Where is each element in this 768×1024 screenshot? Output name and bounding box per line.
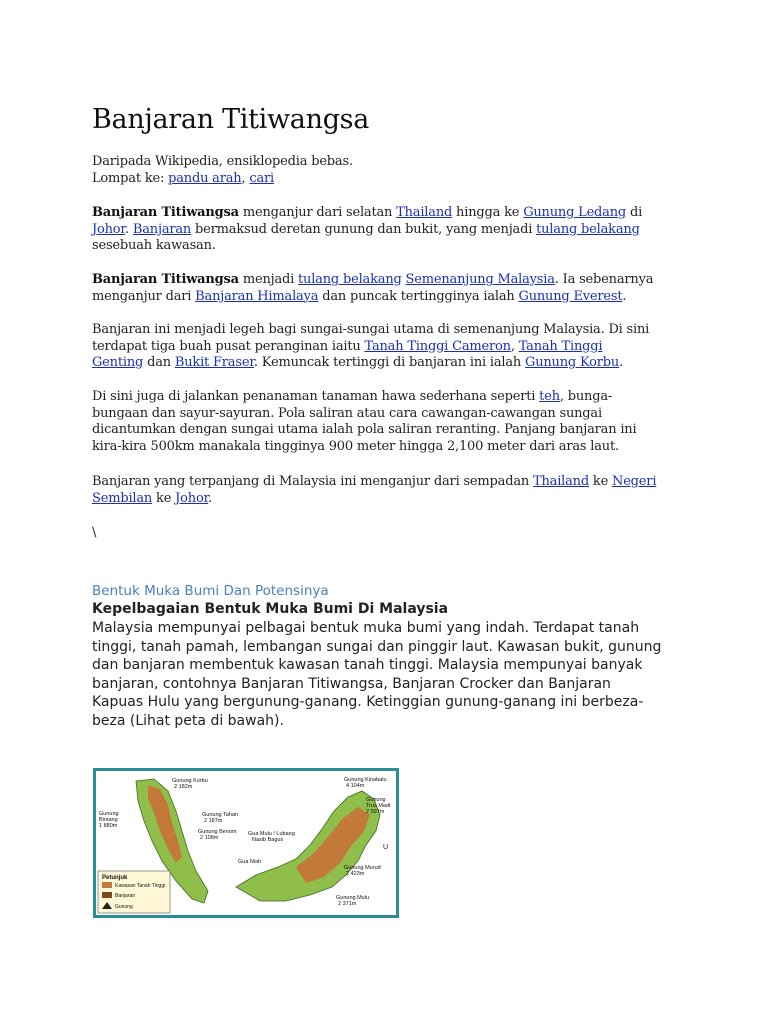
link-tulang-belakang[interactable]: tulang belakang: [536, 221, 640, 237]
text: Banjaran yang terpanjang di Malaysia ini menganjur dari sempadan: [92, 474, 533, 489]
link-johor[interactable]: Johor: [92, 221, 126, 237]
text: , bunga-bungaan dan sayur-sayuran. Pola saliran atau cara cawangan-cawangan sungai dicantumkan dengan sungai utama ialah pola saliran reranting. Panjang banjaran ini kira-kira 500km manakala tingginya 900 meter hingga 2,100 meter dari aras laut.: [92, 389, 637, 454]
text: . Kemuncak tertinggi di banjaran ini ialah: [253, 355, 526, 370]
label-kinabalu: Gunung Kinabalu: [344, 777, 387, 783]
map-legend: [98, 871, 170, 913]
legend-item-1: Kawasan Tanah Tinggi: [115, 883, 166, 889]
text: di: [626, 205, 643, 220]
legend-title: Petunjuk: [102, 875, 128, 881]
paragraph-4: [92, 389, 657, 455]
link-thailand[interactable]: Thailand: [396, 205, 453, 220]
paragraph-1: [92, 205, 657, 255]
north-arrow-label: U: [383, 844, 389, 851]
label-korbu: Gunung Korbu: [172, 778, 208, 784]
label-murud: Gunung Murud: [344, 865, 381, 871]
label-bintang: Gunung: [99, 811, 119, 817]
text: dan: [143, 355, 175, 370]
label-trusmadi: Gunung: [366, 797, 386, 803]
link-banjaran-himalaya[interactable]: Banjaran Himalaya: [195, 288, 319, 304]
label-tahan: Gunung Tahan: [202, 812, 238, 818]
page-title: Banjaran Titiwangsa: [92, 104, 370, 135]
text: menjadi: [238, 272, 299, 287]
link-gunung-everest[interactable]: Gunung Everest: [518, 288, 623, 304]
label-bintang-h: 1 880m: [99, 823, 118, 829]
jump-prefix: Lompat ke:: [92, 170, 165, 186]
tagline: [92, 154, 657, 187]
text: ke: [588, 474, 613, 489]
label-trusmadi-h: 2 597m: [366, 809, 385, 815]
link-banjaran[interactable]: Banjaran: [132, 221, 192, 237]
bold-term: Banjaran Titiwangsa: [92, 272, 239, 287]
link-tanah-tinggi-genting[interactable]: Tanah Tinggi Genting: [92, 338, 603, 370]
text: menganjur dari selatan: [238, 205, 397, 220]
text: .: [619, 355, 623, 370]
malaysia-relief-map: [93, 768, 399, 918]
link-johor[interactable]: Johor: [175, 490, 209, 506]
text: hingga ke: [452, 205, 524, 220]
label-tahan-h: 2 187m: [204, 818, 223, 824]
label-mulu-cave: Gua Mulu / Lubang: [248, 831, 295, 837]
link-teh[interactable]: teh: [539, 389, 560, 404]
link-gunung-korbu[interactable]: Gunung Korbu: [525, 355, 620, 370]
text: Di sini juga di jalankan penanaman tanaman hawa sederhana seperti: [92, 389, 540, 404]
label-bintang-2: Bintang: [99, 817, 118, 823]
legend-item-3: Gunung: [115, 904, 133, 910]
link-gunung-ledang[interactable]: Gunung Ledang: [523, 205, 627, 220]
link-tanah-tinggi-cameron[interactable]: Tanah Tinggi Cameron: [364, 338, 511, 354]
section-heading: Bentuk Muka Bumi Dan Potensinya: [92, 583, 329, 599]
text: .: [125, 221, 133, 237]
text: ,: [510, 338, 519, 354]
link-semenanjung-malaysia[interactable]: Semenanjung Malaysia: [405, 272, 555, 287]
body-text: Malaysia mempunyai pelbagai bentuk muka bumi yang indah. Terdapat tanah tinggi, tanah pamah, lembangan sungai dan pinggir laut. Kawasan bukit, gunung dan banjaran membentuk kawasan tanah tinggi. Malaysia mempunyai banyak banjaran, contohnya Banjaran Titiwangsa, Banjaran Crocker dan Banjaran Kapuas Hulu yang bergunung-ganang. Ketinggian gunung-ganang ini berbeza-beza (Lihat peta di bawah).: [92, 620, 662, 729]
paragraph-2: [92, 272, 657, 305]
link-thailand[interactable]: Thailand: [533, 474, 589, 489]
text: ke: [152, 490, 176, 506]
bold-term: Banjaran Titiwangsa: [92, 205, 239, 220]
label-mulu-h: 2 371m: [338, 901, 357, 907]
text: dan puncak tertingginya ialah: [318, 288, 519, 304]
text: bermaksud deretan gunung dan bukit, yang menjadi: [191, 221, 537, 237]
label-mulu-cave-2: Nasib Bagus: [252, 837, 284, 843]
label-benom-h: 2 108m: [200, 835, 219, 841]
label-korbu-h: 2 182m: [174, 784, 193, 790]
backslash-line: \: [92, 525, 97, 540]
link-bukit-fraser[interactable]: Bukit Fraser: [174, 355, 254, 370]
jump-sep: ,: [241, 170, 246, 186]
sub-heading: Kepelbagaian Bentuk Muka Bumi Di Malaysia: [92, 601, 449, 617]
text: sesebuah kawasan.: [92, 238, 216, 253]
text: .: [208, 490, 213, 506]
label-murud-h: 2 423m: [346, 871, 365, 877]
label-benom: Gunung Benom: [198, 829, 237, 835]
label-trusmadi-2: Trus Madi: [366, 803, 391, 809]
text: . Ia sebenarnya menganjur dari: [92, 272, 654, 304]
legend-item-2: Banjaran: [115, 893, 136, 899]
paragraph-5: [92, 474, 657, 507]
link-negeri-sembilan[interactable]: Negeri Sembilan: [92, 474, 657, 506]
text: .: [622, 288, 627, 304]
label-niah: Gua Niah: [238, 859, 262, 865]
jump-nav-link[interactable]: pandu arah: [168, 170, 242, 186]
label-kinabalu-h: 4 104m: [346, 783, 365, 789]
link-tulang-belakang[interactable]: tulang belakang: [298, 272, 402, 287]
label-mulu: Gunung Mulu: [336, 895, 370, 901]
paragraph-3: [92, 322, 657, 372]
tagline-text: Daripada Wikipedia, ensiklopedia bebas.: [92, 154, 353, 169]
jump-search-link[interactable]: cari: [249, 170, 274, 186]
text: Banjaran ini menjadi legeh bagi sungai-sungai utama di semenanjung Malaysia. Di sini terdapat tiga buah pusat peranginan iaitu: [92, 322, 650, 354]
